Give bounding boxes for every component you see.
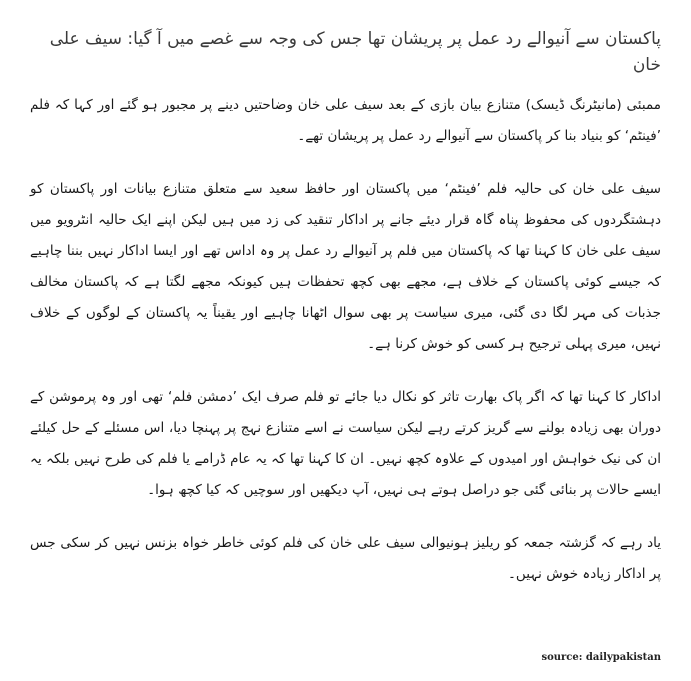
source-credit: source: dailypakistan [541, 652, 661, 663]
article-paragraph-1: ممبئی (مانیٹرنگ ڈیسک) متنازع بیان بازی کے بعد سیف علی خان وضاحتیں دینے پر مجبور ہو گئے اور کہا کہ فلم ’فینٹم‘ کو بنیاد بنا کر پاکستان سے آنیوالے رد عمل پر پریشان تھے۔ [30, 97, 661, 144]
article-headline: پاکستان سے آنیوالے رد عمل پر پریشان تھا جس کی وجہ سے غصے میں آ گیا: سیف علی خان [49, 29, 661, 75]
article-paragraph-2: سیف علی خان کی حالیہ فلم ’فینٹم‘ میں پاکستان اور حافظ سعید سے متعلق متنازع بیانات اور پاکستان کو دہشتگردوں کی محفوظ پناہ گاہ قرار دیئے جانے پر اداکار تنقید کی زد میں ہیں لیکن اپنے ایک حالیہ انٹرویو میں سیف علی خان کا کہنا تھا کہ پاکستان میں فلم پر آنیوالے رد عمل پر وہ اداس تھے اور ایسا اداکار نہیں بننا چاہیے کہ جیسے کوئی پاکستان کے خلاف ہے، مجھے بھی کچھ تحفظات ہیں کیونکہ مجھے لگتا ہے کہ پاکستان مخالف جذبات کی مہر لگا دی گئی، میری سیاست پر بھی سوال اٹھانا چاہیے اور یقیناً یہ پاکستان کے لوگوں کے خلاف نہیں، میری پہلی ترجیح ہر کسی کو خوش کرنا ہے۔ [30, 181, 661, 352]
article-body [30, 26, 661, 590]
article-paragraph-3: اداکار کا کہنا تھا کہ اگر پاک بھارت تاثر کو نکال دیا جائے تو فلم صرف ایک ’دمشن فلم‘ تھی اور وہ پرموشن کے دوران بھی زیادہ بولنے سے گریز کرتے رہے لیکن سیاست نے اسے متنازع نہج پر پہنچا دیا، اس مسئلے کے حل کیلئے ان کی نیک خواہش اور امیدوں کے علاوہ کچھ نہیں۔ ان کا کہنا تھا کہ یہ عام ڈرامے یا فلم کی طرح نہیں بلکہ یہ ایسے حالات پر بنائی گئی جو دراصل ہوتے ہی نہیں، آپ دیکھیں اور سوچیں کہ کیا کچھ ہوا۔ [30, 389, 661, 498]
article-paragraph-4: یاد رہے کہ گزشتہ جمعہ کو ریلیز ہونیوالی سیف علی خان کی فلم کوئی خاطر خواہ بزنس نہیں کر سکی جس پر اداکار زیادہ خوش نہیں۔ [30, 535, 661, 582]
